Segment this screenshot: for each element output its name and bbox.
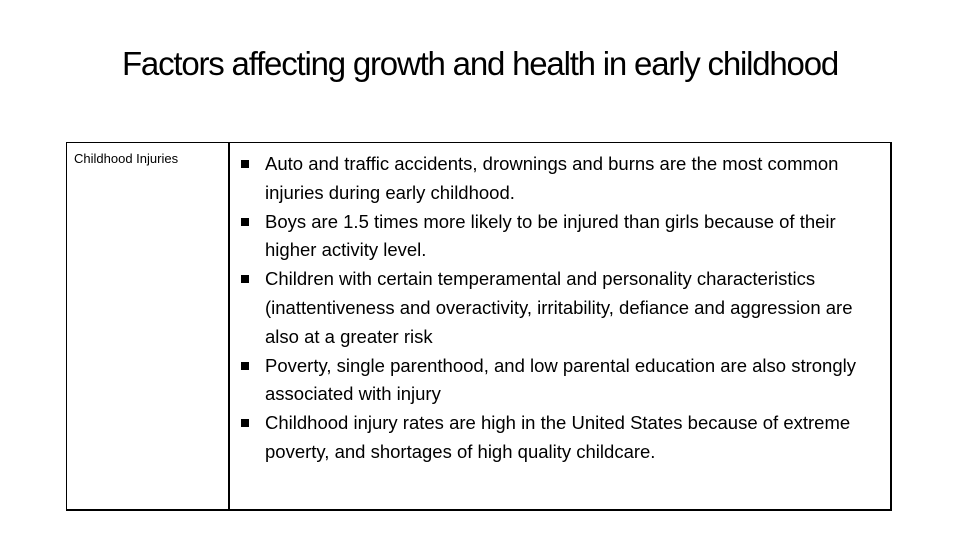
bullet-item (241, 352, 884, 410)
square-bullet-icon (241, 160, 249, 168)
square-bullet-icon (241, 362, 249, 370)
square-bullet-icon (241, 419, 249, 427)
bullet-item (241, 208, 884, 266)
bullet-item (241, 409, 884, 467)
bullet-text: Childhood injury rates are high in the United States because of extreme poverty, and shortages of high quality childcare. (265, 412, 851, 462)
bullet-item (241, 265, 884, 351)
row-label: Childhood Injuries (74, 151, 179, 166)
bullet-text: Children with certain temperamental and personality characteristics (inattentiveness and overactivity, irritability, defiance and aggression are also at a greater risk (265, 268, 853, 347)
content-cell (232, 143, 890, 509)
bullet-text: Boys are 1.5 times more likely to be injured than girls because of their higher activity level. (265, 210, 836, 261)
bullet-text: Poverty, single parenthood, and low parental education are also strongly associated with injury (265, 354, 856, 405)
slide-title: Factors affecting growth and health in early childhood (121, 45, 839, 82)
bullet-list (241, 150, 884, 467)
square-bullet-icon (241, 275, 249, 283)
content-table (66, 142, 892, 511)
square-bullet-icon (241, 218, 249, 226)
bullet-text: Auto and traffic accidents, drownings and burns are the most common injuries during early childhood. (265, 153, 839, 203)
row-label-cell (67, 143, 230, 509)
bullet-item (241, 150, 884, 208)
